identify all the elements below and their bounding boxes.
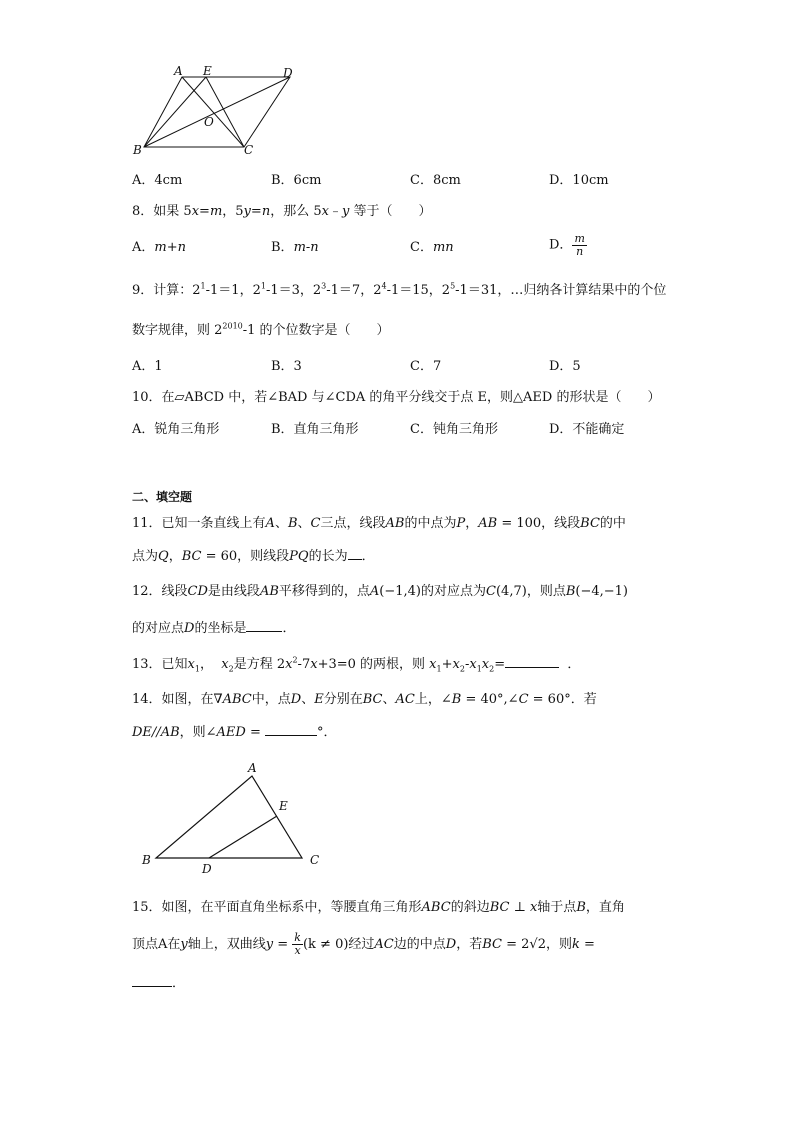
q11-answer-blank[interactable] — [348, 547, 362, 560]
q15-line-1: 15．如图，在平面直角坐标系中，等腰直角三角形ABC的斜边BC ⊥ x轴于点B，直角 — [132, 900, 625, 915]
q7-option-b: B．6cm — [271, 173, 322, 188]
q12-answer-blank[interactable] — [246, 619, 282, 632]
q9-line-1: 9．计算：$2^1-1=1$，$2^1-1=3$，$2^3-1=7$，$2^4-1=15$，$2^5-1=31$，…归纳各计算结果中的个位 — [132, 281, 667, 298]
label-b: B — [133, 143, 142, 157]
label-o: O — [204, 115, 214, 129]
q9-option-a: A．1 — [132, 359, 163, 374]
q15-answer-blank[interactable] — [132, 974, 172, 987]
q10-option-b: B．直角三角形 — [271, 422, 359, 437]
label-c: C — [310, 853, 320, 867]
q10-option-c: C．钝角三角形 — [410, 422, 498, 437]
q14-line-2: DE//AB，则∠AED = °． — [132, 725, 337, 740]
q9-option-b: B．3 — [271, 359, 302, 374]
q8-option-a: A．m+n — [132, 240, 186, 255]
q8-option-b: B．m-n — [271, 240, 319, 255]
section-title: 二、填空题 — [132, 490, 193, 504]
q7-option-d: D．10cm — [549, 173, 609, 188]
label-d: D — [283, 66, 293, 80]
q11-line-2: 点为Q，BC = 60，则线段PQ的长为 ． — [132, 549, 375, 564]
label-b: B — [142, 853, 151, 867]
q9-option-d: D．5 — [549, 359, 581, 374]
q11-line-1: 11．已知一条直线上有A、B、C三点，线段AB的中点为P，AB = 100，线段BC的中 — [132, 516, 626, 531]
triangle-figure — [136, 758, 332, 880]
q10-option-a: A．锐角三角形 — [132, 422, 220, 437]
label-c: C — [244, 143, 254, 157]
q7-option-c: C．8cm — [410, 173, 461, 188]
q13-answer-blank[interactable] — [505, 655, 559, 668]
q12-line-1: 12．线段CD是由线段AB平移得到的，点A(−1,4)的对应点为C(4,7)，则点B(−4,−1) — [132, 584, 628, 599]
q15-line-3: ． — [132, 974, 185, 993]
label-a: A — [248, 761, 257, 775]
q12-line-2: 的对应点D的坐标是 ． — [132, 621, 296, 636]
q9-option-c: C．7 — [410, 359, 442, 374]
label-d: D — [202, 862, 212, 876]
q14-line-1: 14．如图，在∇ABC中，点D、E分别在BC、AC上，∠B = 40°,∠C = 60°．若 — [132, 692, 597, 707]
q10-stem: 10．在▱ABCD 中，若∠BAD 与∠CDA 的角平分线交于点 E，则△AED 的形状是（ ） — [132, 390, 661, 405]
q10-option-d: D．不能确定 — [549, 422, 625, 437]
label-e: E — [279, 799, 288, 813]
q8-stem: 8．如果 5x=m，5y=n，那么 5x﹣y 等于（ ） — [132, 204, 432, 219]
q9-line-2: 数字规律，则 $2^{2010}-1$ 的个位数字是（ ） — [132, 321, 390, 338]
q8-option-d: D． $\frac{m}{n}$ — [549, 232, 585, 258]
q15-line-2: 顶点A在y轴上，双曲线y = $\frac{k}{x}$ (k ≠ 0)经过AC边的中点D，若BC = 2√2，则k = — [132, 931, 595, 957]
parallelogram-figure — [128, 64, 308, 160]
q14-answer-blank[interactable] — [265, 723, 317, 736]
label-e: E — [203, 64, 212, 78]
q13-line: 13．已知$x_1$， $x_2$是方程 $2x^2-7x+3=0$ 的两根，则 $x_1+x_2-x_1x_2=$ ． — [132, 655, 581, 674]
q7-option-a: A．4cm — [132, 173, 183, 188]
label-a: A — [174, 64, 183, 78]
q8-option-c: C．mn — [410, 240, 454, 255]
